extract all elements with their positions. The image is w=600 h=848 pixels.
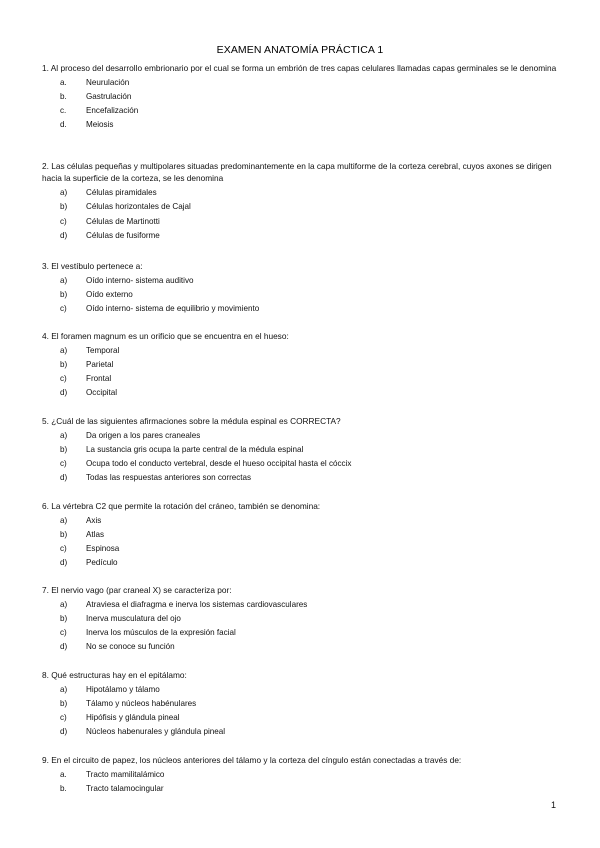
option-text: Pedículo	[86, 558, 118, 568]
question-text: 6. La vértebra C2 que permite la rotación del cráneo, también se denomina:	[42, 501, 321, 511]
option-c	[42, 542, 562, 556]
option-b	[42, 288, 562, 302]
option-b	[42, 782, 562, 796]
option-text: Todas las respuestas anteriores son correctas	[86, 473, 252, 483]
option-text: Axis	[86, 515, 102, 525]
option-letter: b)	[60, 359, 68, 369]
option-text: Hipófisis y glándula pineal	[86, 713, 180, 723]
question-text: 1. Al proceso del desarrollo embrionario por el cual se forma un embrión de tres capas celulares llamadas capas germinales se le denomina	[42, 63, 557, 73]
option-c	[42, 372, 562, 386]
option-text: Oído externo	[86, 289, 133, 299]
option-d	[42, 725, 562, 739]
option-text: Núcleos habenurales y glándula pineal	[86, 727, 226, 737]
option-text: Inerva los músculos de la expresión facial	[86, 628, 236, 638]
question-text: 8. Qué estructuras hay en el epitálamo:	[42, 670, 187, 680]
option-text: Meiosis	[86, 120, 114, 130]
question-6	[42, 500, 562, 571]
option-list	[42, 76, 562, 133]
option-letter: c)	[60, 459, 67, 469]
option-list	[42, 768, 562, 796]
option-c	[42, 457, 562, 471]
option-d	[42, 118, 562, 132]
option-text: Gastrulación	[86, 91, 132, 101]
option-letter: b)	[60, 698, 68, 708]
option-letter: a)	[60, 275, 68, 285]
option-letter: d)	[60, 388, 68, 398]
option-letter: b)	[60, 444, 68, 454]
option-letter: a.	[60, 769, 67, 779]
option-letter: b)	[60, 202, 68, 212]
option-letter: c)	[60, 216, 67, 226]
option-letter: b)	[60, 613, 68, 623]
option-c	[42, 104, 562, 118]
question-text: 2. Las células pequeñas y multipolares situadas predominantemente en la capa multiforme de la corteza cerebral, cuyos axones se dirigen hacia la superficie de la corteza, se les denomina	[42, 161, 552, 184]
option-b	[42, 443, 562, 457]
option-letter: b)	[60, 529, 68, 539]
option-list	[42, 683, 562, 740]
option-a	[42, 514, 562, 528]
option-d	[42, 640, 562, 654]
option-b	[42, 612, 562, 626]
option-text: Atraviesa el diafragma e inerva los sistemas cardiovasculares	[86, 599, 308, 609]
option-letter: a)	[60, 345, 68, 355]
question-3	[42, 260, 562, 316]
page-number: 1	[550, 800, 556, 810]
option-b	[42, 697, 562, 711]
option-letter: a)	[60, 188, 68, 198]
option-letter: d)	[60, 558, 68, 568]
option-c	[42, 215, 562, 229]
option-a	[42, 186, 562, 200]
option-text: Encefalización	[86, 106, 139, 116]
option-a	[42, 344, 562, 358]
option-c	[42, 711, 562, 725]
option-letter: a.	[60, 77, 67, 87]
question-text: 3. El vestíbulo pertenece a:	[42, 261, 143, 271]
option-letter: c)	[60, 374, 67, 384]
option-letter: d)	[60, 473, 68, 483]
option-letter: c)	[60, 628, 67, 638]
option-text: Da origen a los pares craneales	[86, 430, 201, 440]
option-d	[42, 556, 562, 570]
option-d	[42, 229, 562, 243]
option-list	[42, 274, 562, 317]
option-d	[42, 386, 562, 400]
option-letter: b)	[60, 289, 68, 299]
question-2	[42, 160, 562, 243]
option-a	[42, 598, 562, 612]
option-letter: d.	[60, 120, 67, 130]
option-text: Células de Martinotti	[86, 216, 160, 226]
option-text: Oído interno- sistema de equilibrio y movimiento	[86, 304, 260, 314]
option-a	[42, 429, 562, 443]
option-letter: a)	[60, 599, 68, 609]
question-text: 5. ¿Cuál de las siguientes afirmaciones sobre la médula espinal es CORRECTA?	[42, 416, 341, 426]
option-letter: a)	[60, 430, 68, 440]
option-d	[42, 471, 562, 485]
option-list	[42, 344, 562, 401]
option-text: Espinosa	[86, 544, 120, 554]
option-a	[42, 274, 562, 288]
question-text: 7. El nervio vago (par craneal X) se caracteriza por:	[42, 585, 232, 595]
option-text: Occipital	[86, 388, 118, 398]
option-text: Frontal	[86, 374, 112, 384]
option-text: Hipotálamo y tálamo	[86, 684, 160, 694]
option-b	[42, 528, 562, 542]
option-text: Tracto mamilitalámico	[86, 769, 165, 779]
option-text: Temporal	[86, 345, 120, 355]
option-text: Células de fusiforme	[86, 230, 160, 240]
option-text: Inerva musculatura del ojo	[86, 613, 181, 623]
option-text: Parietal	[86, 359, 114, 369]
option-text: La sustancia gris ocupa la parte central de la médula espinal	[86, 444, 304, 454]
option-b	[42, 358, 562, 372]
option-a	[42, 683, 562, 697]
option-text: Tálamo y núcleos habénulares	[86, 698, 197, 708]
option-b	[42, 90, 562, 104]
option-letter: d)	[60, 230, 68, 240]
option-c	[42, 626, 562, 640]
question-4	[42, 330, 562, 401]
option-b	[42, 201, 562, 215]
option-letter: a)	[60, 515, 68, 525]
option-letter: a)	[60, 684, 68, 694]
question-8	[42, 669, 562, 740]
option-letter: c)	[60, 304, 67, 314]
option-list	[42, 514, 562, 571]
question-text: 9. En el circuito de papez, los núcleos anteriores del tálamo y la corteza del cíngulo están conectadas a través de:	[42, 755, 462, 765]
option-letter: b.	[60, 783, 67, 793]
option-text: No se conoce su función	[86, 642, 175, 652]
option-text: Oído interno- sistema auditivo	[86, 275, 194, 285]
option-text: Ocupa todo el conducto vertebral, desde el hueso occipital hasta el cóccix	[86, 459, 352, 469]
question-9	[42, 754, 562, 796]
option-list	[42, 186, 562, 243]
question-1	[42, 62, 562, 133]
option-c	[42, 302, 562, 316]
option-text: Células piramidales	[86, 188, 157, 198]
question-5	[42, 415, 562, 486]
option-text: Células horizontales de Cajal	[86, 202, 191, 212]
option-list	[42, 429, 562, 486]
option-letter: d)	[60, 642, 68, 652]
option-letter: c.	[60, 106, 67, 116]
option-letter: b.	[60, 91, 67, 101]
option-letter: d)	[60, 727, 68, 737]
option-letter: c)	[60, 713, 67, 723]
option-text: Atlas	[86, 529, 104, 539]
question-text: 4. El foramen magnum es un orificio que se encuentra en el hueso:	[42, 331, 289, 341]
option-a	[42, 76, 562, 90]
option-letter: c)	[60, 544, 67, 554]
exam-title: EXAMEN ANATOMÍA PRÁCTICA 1	[216, 44, 384, 56]
option-text: Neurulación	[86, 77, 130, 87]
option-a	[42, 768, 562, 782]
option-list	[42, 598, 562, 655]
option-text: Tracto talamocingular	[86, 783, 164, 793]
question-7	[42, 584, 562, 655]
